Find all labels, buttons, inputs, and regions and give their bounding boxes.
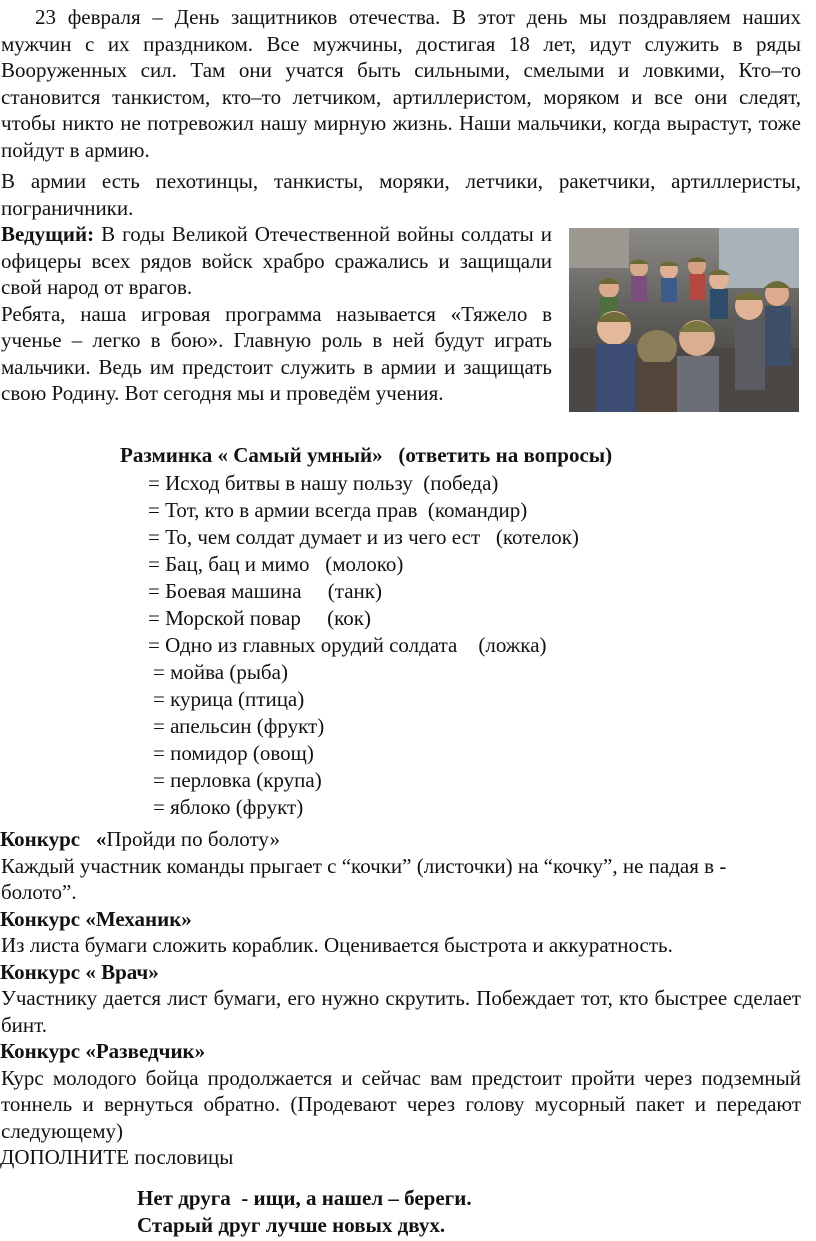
- contest-title-scout: Конкурс «Разведчик»: [0, 1039, 206, 1063]
- contest-text-doctor: Участнику дается лист бумаги, его нужно скрутить. Побеждает тот, кто быстрее сделает бинт.: [1, 986, 801, 1037]
- host-section: [0, 221, 551, 407]
- contest-title-swamp: [0, 826, 802, 853]
- warmup-category-item: = перловка (крупа): [153, 768, 322, 792]
- host-text-1: В годы Великой Отечественной войны солдаты и офицеры всех рядов войск храбро сражались и защищали свой народ от врагов.: [1, 222, 552, 299]
- contest-text-mechanic: Из листа бумаги сложить кораблик. Оценивается быстрота и аккуратность.: [1, 933, 673, 957]
- contest-title-rest: Пройди по болоту»: [106, 827, 280, 851]
- warmup-question: = Одно из главных орудий солдата (ложка): [148, 633, 547, 657]
- contests-section: [0, 826, 802, 1171]
- host-paragraph-2: Ребята, наша игровая программа называется «Тяжело в ученье – легко в бою». Главную роль в ней будут играть мальчики. Ведь им предстоит служить в армии и защищать свою Родину. Вот сегодня мы и проведём учения.: [1, 301, 552, 405]
- children-photo: [569, 228, 799, 412]
- contest-title-bold: Конкурс «: [0, 827, 107, 851]
- warmup-title: Разминка « Самый умный» (ответить на вопросы): [120, 443, 613, 467]
- warmup-question: = Тот, кто в армии всегда прав (командир): [148, 498, 528, 522]
- contest-title-doctor: Конкурс « Врач»: [0, 959, 159, 984]
- warmup-question-list: [148, 470, 579, 821]
- warmup-category-item: = яблоко (фрукт): [153, 795, 304, 819]
- contest-title-mechanic: Конкурс «Механик»: [0, 906, 192, 931]
- warmup-question: = То, чем солдат думает и из чего ест (котелок): [148, 525, 579, 549]
- children-photo-illustration: [569, 228, 799, 412]
- warmup-category-item: = помидор (овощ): [153, 741, 314, 765]
- army-branches-paragraph: В армии есть пехотинцы, танкисты, моряки, летчики, ракетчики, артиллеристы, пограничники.: [1, 169, 801, 220]
- warmup-question: = Бац, бац и мимо (молоко): [148, 552, 404, 576]
- warmup-question: = Исход битвы в нашу пользу (победа): [148, 471, 499, 495]
- host-label: Ведущий:: [1, 222, 95, 246]
- proverbs-title: ДОПОЛНИТЕ пословицы: [0, 1145, 234, 1169]
- contest-text-scout: Курс молодого бойца продолжается и сейчас вам предстоит пройти через подземный тоннель и вернуться обратно. (Продевают через голову мусорный пакет и передают следующему): [1, 1065, 801, 1143]
- warmup-category-item: = курица (птица): [153, 687, 305, 711]
- host-paragraph-1: [0, 221, 552, 301]
- contest-text-swamp: Каждый участник команды прыгает с “кочки” (листочки) на “кочку”, не падая в - болото”.: [1, 853, 727, 904]
- warmup-question: = Боевая машина (танк): [148, 579, 382, 603]
- warmup-question: = Морской повар (кок): [148, 606, 371, 630]
- intro-paragraph: 23 февраля – День защитников отечества. В этот день мы поздравляем наших мужчин с их праздником. Все мужчины, достигая 18 лет, идут служить в ряды Вооруженных сил. Там они учатся быть сильными, смелыми и ловкими, Кто–то становится танкистом, кто–то летчиком, артиллеристом, моряком и все они следят, чтобы никто не потревожил нашу мирную жизнь. Наши мальчики, когда вырастут, тоже пойдут в армию.: [1, 5, 801, 162]
- proverb-line: Нет друга - ищи, а нашел – береги.: [137, 1186, 472, 1210]
- warmup-category-item: = мойва (рыба): [153, 660, 288, 684]
- proverb-line: Старый друг лучше новых двух.: [137, 1213, 446, 1237]
- warmup-category-item: = апельсин (фрукт): [153, 714, 325, 738]
